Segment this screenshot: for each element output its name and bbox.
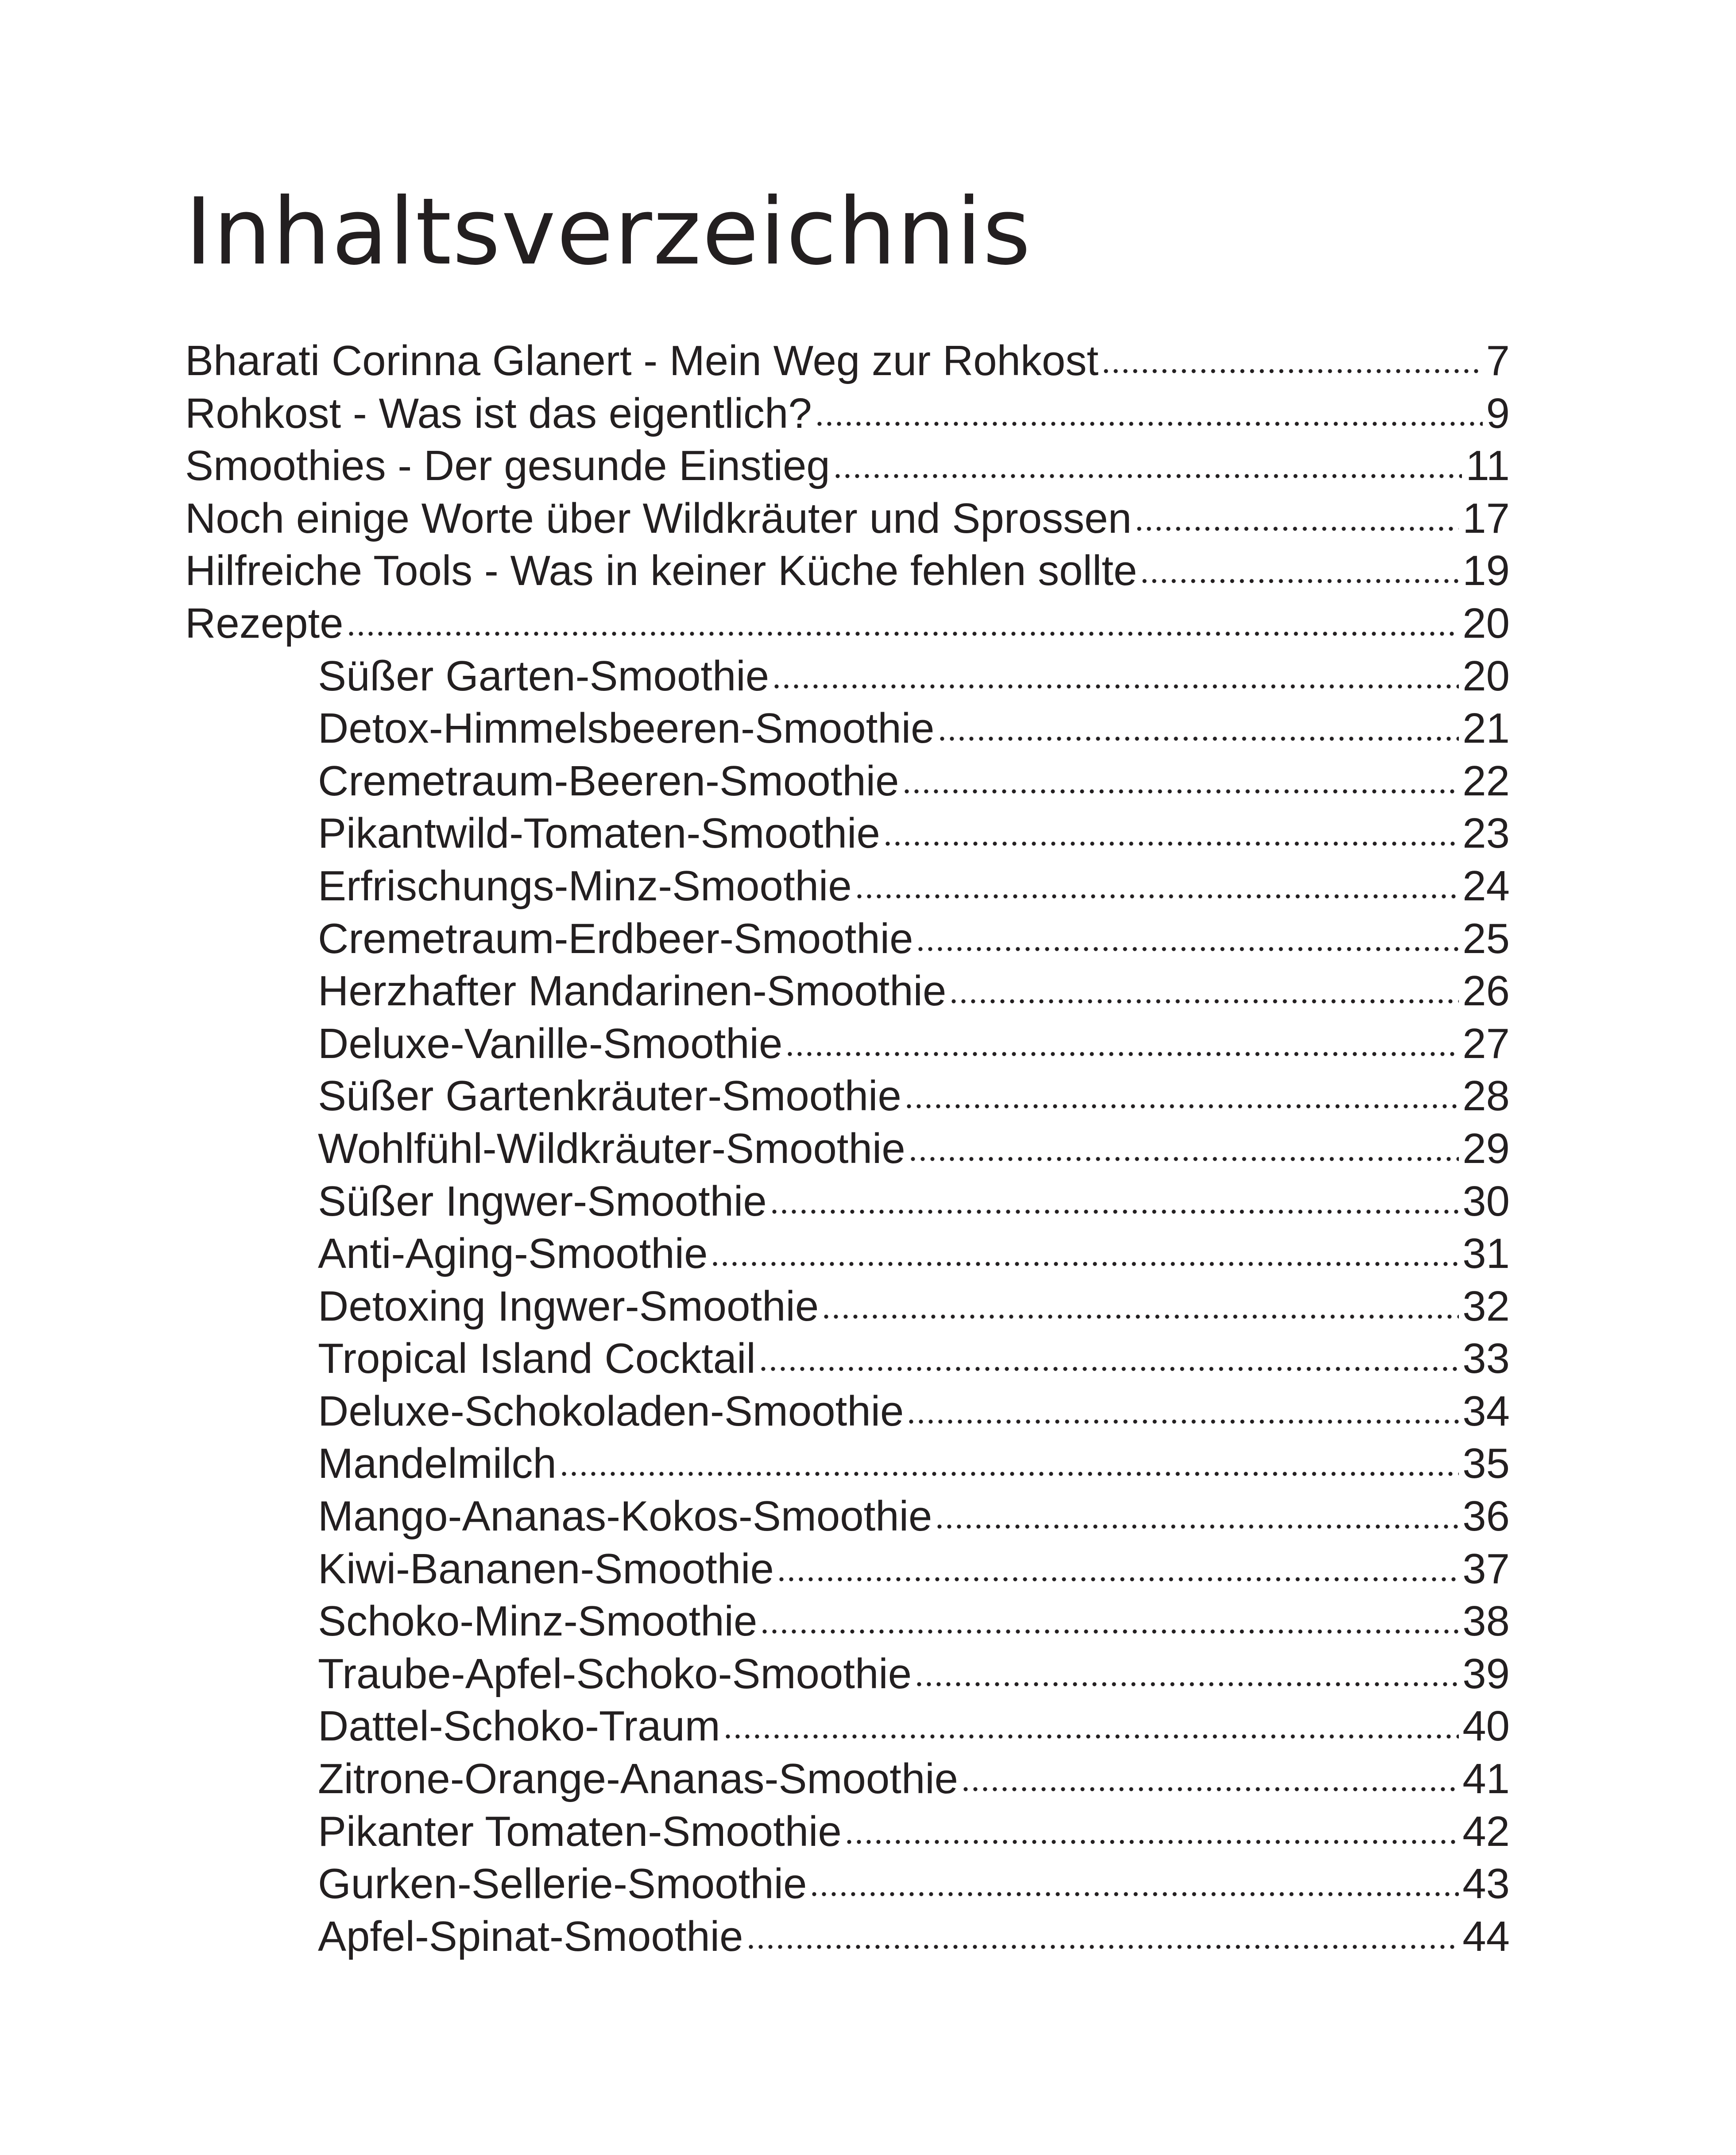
dot-leader — [935, 1523, 1459, 1530]
dot-leader — [937, 736, 1459, 742]
toc-page-number: 32 — [1462, 1282, 1510, 1330]
dot-leader — [777, 1576, 1459, 1582]
toc-entry-label: Kiwi-Bananen-Smoothie — [318, 1545, 774, 1593]
toc-page-number: 30 — [1462, 1177, 1510, 1225]
toc-subentry — [185, 1018, 1510, 1070]
toc-entry-label: Pikantwild-Tomaten-Smoothie — [318, 810, 880, 857]
toc-subentry — [185, 1543, 1510, 1596]
dot-leader — [844, 1839, 1459, 1845]
toc-entry-label: Herzhafter Mandarinen-Smoothie — [318, 967, 947, 1015]
toc-entry — [185, 545, 1510, 597]
toc-entry-label: Deluxe-Schokoladen-Smoothie — [318, 1387, 904, 1435]
toc-page-number: 35 — [1462, 1440, 1510, 1488]
dot-leader — [772, 683, 1459, 690]
toc-entry-label: Zitrone-Orange-Ananas-Smoothie — [318, 1755, 959, 1803]
dot-leader — [961, 1786, 1459, 1792]
toc-page-number: 29 — [1462, 1124, 1510, 1172]
toc-entry-label: Mango-Ananas-Kokos-Smoothie — [318, 1492, 932, 1540]
toc-entry — [185, 492, 1510, 545]
toc-page-number: 26 — [1462, 967, 1510, 1015]
toc-page-number: 7 — [1486, 337, 1510, 384]
toc-subentry — [185, 702, 1510, 755]
toc-page-number: 40 — [1462, 1702, 1510, 1750]
toc-entry-label: Cremetraum-Beeren-Smoothie — [318, 757, 899, 805]
toc-page-number: 22 — [1462, 757, 1510, 805]
toc-entry-label: Detoxing Ingwer-Smoothie — [318, 1282, 819, 1330]
toc-subentry — [185, 1123, 1510, 1175]
dot-leader — [710, 1261, 1459, 1267]
toc-subentry — [185, 1648, 1510, 1701]
dot-leader — [769, 1209, 1459, 1215]
toc-entry-label: Dattel-Schoko-Traum — [318, 1702, 720, 1750]
toc-entry — [185, 597, 1510, 650]
toc-page-number: 27 — [1462, 1019, 1510, 1067]
dot-leader — [821, 1314, 1459, 1320]
toc-page-number: 20 — [1462, 652, 1510, 700]
toc-subentry — [185, 913, 1510, 965]
toc-entry-label: Bharati Corinna Glanert - Mein Weg zur Rohkost — [185, 337, 1099, 384]
dot-leader — [916, 946, 1459, 952]
dot-leader — [346, 631, 1459, 637]
toc-page-number: 36 — [1462, 1492, 1510, 1540]
toc-entry-label: Hilfreiche Tools - Was in keiner Küche fehlen sollte — [185, 547, 1137, 595]
toc-entry-label: Cremetraum-Erdbeer-Smoothie — [318, 915, 913, 962]
toc-subentry — [185, 860, 1510, 913]
toc-page-number: 11 — [1465, 442, 1510, 490]
dot-leader — [1101, 368, 1483, 374]
toc-page-number: 44 — [1462, 1912, 1510, 1960]
toc-subentry — [185, 1438, 1510, 1490]
toc-page-number: 9 — [1486, 389, 1510, 437]
dot-leader — [883, 841, 1459, 847]
toc-entry-label: Süßer Ingwer-Smoothie — [318, 1177, 767, 1225]
dot-leader — [1140, 578, 1459, 584]
toc-page-number: 34 — [1462, 1387, 1510, 1435]
dot-leader — [854, 893, 1459, 899]
toc-page-number: 37 — [1462, 1545, 1510, 1593]
toc-subentry — [185, 965, 1510, 1018]
dot-leader — [1134, 526, 1459, 532]
toc-entry-label: Deluxe-Vanille-Smoothie — [318, 1019, 783, 1067]
toc-entry-label: Anti-Aging-Smoothie — [318, 1230, 708, 1278]
dot-leader — [785, 1051, 1459, 1057]
toc-subentry — [185, 1070, 1510, 1123]
toc-entry-label: Schoko-Minz-Smoothie — [318, 1597, 758, 1645]
toc-entry-label: Mandelmilch — [318, 1440, 557, 1488]
toc-subentry — [185, 1333, 1510, 1385]
table-of-contents — [185, 335, 1510, 1963]
dot-leader — [809, 1891, 1459, 1897]
toc-entry-label: Apfel-Spinat-Smoothie — [318, 1912, 743, 1960]
toc-entry-label: Süßer Garten-Smoothie — [318, 652, 769, 700]
toc-entry-label: Rezepte — [185, 599, 344, 647]
toc-entry-label: Detox-Himmelsbeeren-Smoothie — [318, 705, 935, 752]
toc-entry-label: Gurken-Sellerie-Smoothie — [318, 1860, 807, 1908]
toc-page-number: 24 — [1462, 862, 1510, 910]
toc-subentry — [185, 1753, 1510, 1806]
dot-leader — [908, 1156, 1459, 1162]
toc-page-number: 33 — [1462, 1335, 1510, 1383]
toc-entry-label: Erfrischungs-Minz-Smoothie — [318, 862, 852, 910]
toc-page-number: 41 — [1462, 1755, 1510, 1803]
toc-subentry — [185, 1175, 1510, 1228]
dot-leader — [746, 1944, 1459, 1950]
toc-entry-label: Süßer Gartenkräuter-Smoothie — [318, 1072, 901, 1120]
dot-leader — [833, 473, 1462, 479]
dot-leader — [815, 421, 1483, 427]
dot-leader — [559, 1471, 1459, 1477]
dot-leader — [723, 1733, 1459, 1740]
dot-leader — [904, 1103, 1459, 1109]
dot-leader — [906, 1419, 1459, 1425]
toc-entry-label: Pikanter Tomaten-Smoothie — [318, 1807, 842, 1855]
page-title: Inhaltsverzeichnis — [185, 178, 1032, 286]
dot-leader — [758, 1366, 1459, 1372]
toc-page-number: 28 — [1462, 1072, 1510, 1120]
toc-entry — [185, 335, 1510, 388]
toc-page-number: 17 — [1462, 494, 1510, 542]
toc-page-number: 25 — [1462, 915, 1510, 962]
toc-entry-label: Traube-Apfel-Schoko-Smoothie — [318, 1650, 912, 1698]
toc-subentry — [185, 1228, 1510, 1280]
toc-subentry — [185, 1700, 1510, 1753]
dot-leader — [902, 788, 1459, 795]
toc-entry-label: Smoothies - Der gesunde Einstieg — [185, 442, 830, 490]
dot-leader — [914, 1681, 1459, 1687]
toc-subentry — [185, 1280, 1510, 1333]
toc-entry — [185, 388, 1510, 440]
toc-page-number: 38 — [1462, 1597, 1510, 1645]
toc-subentry — [185, 650, 1510, 703]
toc-entry-label: Noch einige Worte über Wildkräuter und Sprossen — [185, 494, 1132, 542]
toc-page-number: 19 — [1462, 547, 1510, 595]
toc-page-number: 31 — [1462, 1230, 1510, 1278]
toc-subentry — [185, 1858, 1510, 1911]
toc-subentry — [185, 1490, 1510, 1543]
toc-page-number: 42 — [1462, 1807, 1510, 1855]
toc-subentry — [185, 1806, 1510, 1858]
toc-entry — [185, 440, 1510, 492]
dot-leader — [949, 998, 1459, 1004]
toc-subentry — [185, 1385, 1510, 1438]
toc-page-number: 20 — [1462, 599, 1510, 647]
toc-page-number: 21 — [1462, 705, 1510, 752]
toc-subentry — [185, 1595, 1510, 1648]
toc-subentry — [185, 1911, 1510, 1963]
toc-page-number: 43 — [1462, 1860, 1510, 1908]
toc-entry-label: Rohkost - Was ist das eigentlich? — [185, 389, 812, 437]
dot-leader — [760, 1628, 1459, 1635]
toc-entry-label: Tropical Island Cocktail — [318, 1335, 756, 1383]
toc-entry-label: Wohlfühl-Wildkräuter-Smoothie — [318, 1124, 905, 1172]
toc-page-number: 23 — [1462, 810, 1510, 857]
toc-page-number: 39 — [1462, 1650, 1510, 1698]
toc-subentry — [185, 755, 1510, 808]
toc-subentry — [185, 807, 1510, 860]
